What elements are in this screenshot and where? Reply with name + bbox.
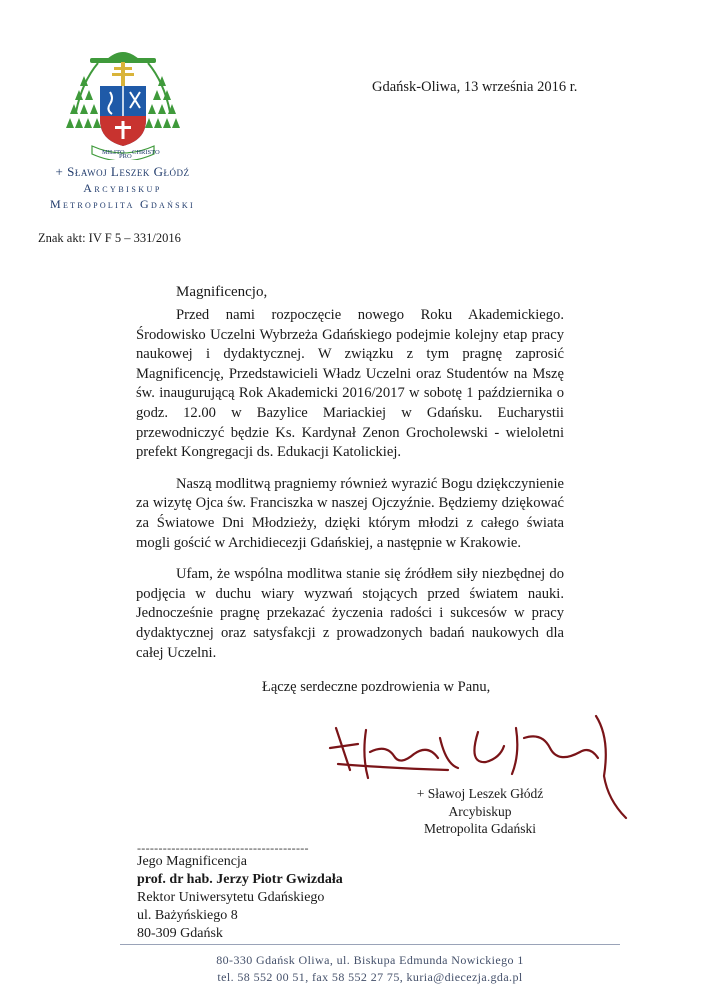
footer-contact: tel. 58 552 00 51, fax 58 552 27 75, kuria@diecezja.gda.pl [217, 969, 523, 984]
letterhead [30, 163, 215, 212]
footer-address: 80-330 Gdańsk Oliwa, ul. Biskupa Edmunda Nowickiego 1 [216, 953, 524, 967]
footer-divider [120, 944, 620, 945]
motto-left: MILITO [102, 149, 125, 156]
signatory-role: Metropolita Gdański [423, 821, 537, 836]
motto-right: CHRISTO [132, 149, 160, 156]
letterhead-name: + Sławoj Leszek Głódź [55, 164, 190, 179]
coat-of-arms [62, 42, 184, 160]
signatory-name: + Sławoj Leszek Głódź [416, 786, 544, 801]
addressee-city: 80-309 Gdańsk [137, 926, 223, 941]
signatory-title: Arcybiskup [448, 803, 512, 819]
letter-date: Gdańsk-Oliwa, 13 września 2016 r. [372, 79, 578, 95]
addressee-salutation: Jego Magnificencja [137, 854, 248, 869]
addressee-block [137, 853, 343, 943]
salutation: Magnificencjo, [176, 284, 268, 300]
addressee-name: prof. dr hab. Jerzy Piotr Gwizdała [137, 872, 343, 887]
coat-of-arms-emblem [62, 42, 184, 160]
letterhead-title: Arcybiskup [83, 181, 162, 195]
letterhead-metropolitan: Metropolita Gdański [50, 197, 195, 211]
motto-mid: PRO [119, 153, 132, 160]
addressee-street: ul. Bażyńskiego 8 [137, 908, 238, 923]
closing-line: Łączę serdeczne pozdrowienia w Panu, [262, 679, 491, 695]
letter-body [136, 306, 564, 675]
addressee-position: Rektor Uniwersytetu Gdańskiego [137, 890, 325, 905]
signature-block [400, 785, 560, 838]
dashed-divider: ---------------------------------------- [137, 841, 309, 855]
paragraph-3: Ufam, że wspólna modlitwa stanie się źródłem siły niezbędnej do podjęcia w duchu wiary wyzwań stojących przed światem nauki. Jednocześnie pragnę przekazać życzenia radości i sukcesów w pracy dydaktycznej oraz satysfakcji z prowadzonych badań naukowych dla całej Uczelni. [136, 566, 564, 661]
paragraph-2: Naszą modlitwą pragniemy również wyrazić Bogu dziękczynienie za wizytę Ojca św. Franciszka w naszej Ojczyźnie. Będziemy dziękować za Światowe Dni Młodzieży, dzięki którym młodzi z całego świata mogli gościć w Archidiecezji Gdańskiej, a następnie w Krakowie. [136, 475, 564, 551]
footer [120, 952, 620, 985]
paragraph-1: Przed nami rozpoczęcie nowego Roku Akademickiego. Środowisko Uczelni Wybrzeża Gdańskiego podejmie kolejny etap pracy naukowej i dydaktycznej. W związku z tym pragnę zaprosić Magnificencję, Przedstawicieli Władz Uczelni oraz Studentów na Mszę św. inaugurującą Rok Akademicki 2016/2017 w sobotę 1 października o godz. 12.00 w Bazylice Mariackiej w Gdańsku. Eucharystii przewodniczyć będzie Ks. Kardynał Zenon Grocholewski - wieloletni prefekt Kongregacji ds. Edukacji Katolickiej. [136, 307, 564, 461]
reference-number: Znak akt: IV F 5 – 331/2016 [38, 231, 181, 245]
